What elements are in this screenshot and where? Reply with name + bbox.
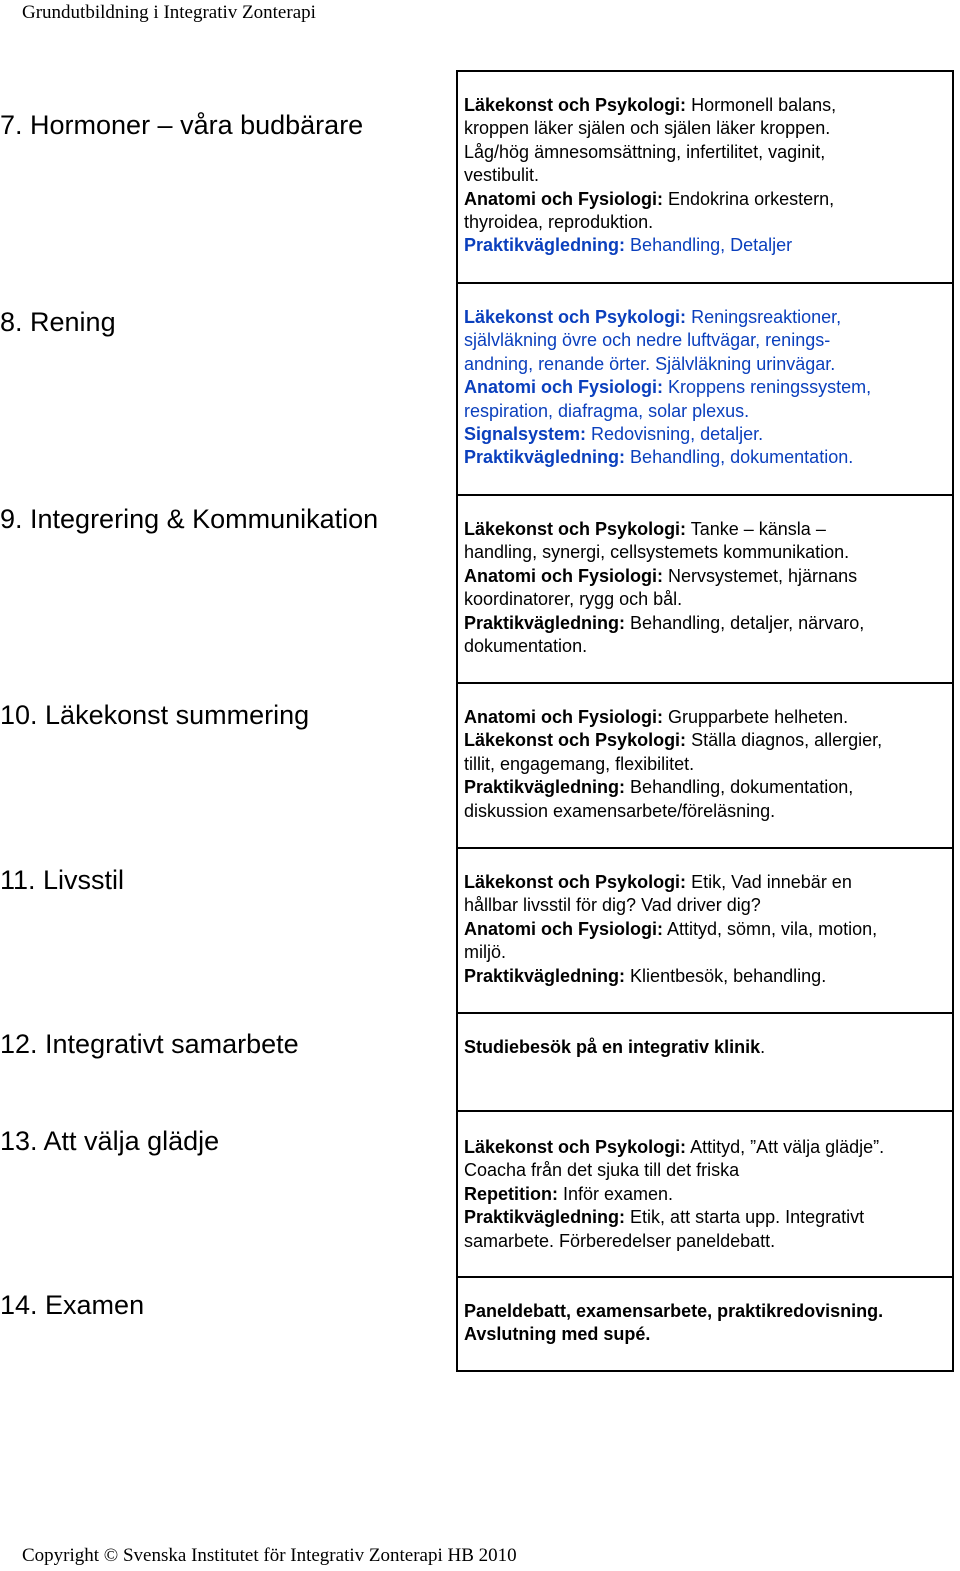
topic-label: Läkekonst och Psykologi: [464, 1137, 687, 1157]
topic-label: Avslutning med supé. [464, 1324, 651, 1345]
description-line [464, 918, 946, 941]
module-description [458, 518, 952, 658]
table-rule [456, 1370, 954, 1372]
module-title: 14. Examen [0, 1290, 145, 1320]
module-title: 8. Rening [0, 307, 116, 337]
module-title: 13. Att välja glädje [0, 1126, 220, 1156]
topic-text: . [760, 1037, 766, 1057]
topic-text: självläkning övre och nedre luftvägar, renings- [464, 330, 831, 351]
topic-text: vestibulit. [464, 165, 540, 186]
topic-label: Paneldebatt, examensarbete, praktikredovisning. [464, 1301, 884, 1321]
topic-text: Behandling, dokumentation. [625, 447, 854, 468]
description-line [464, 141, 946, 164]
description-line [464, 188, 946, 211]
topic-text: andning, renande örter. Självläkning urinvägar. [464, 353, 836, 374]
module-table [456, 70, 954, 1372]
module-title: 11. Livsstil [0, 865, 125, 895]
topic-text: Redovisning, detaljer. [586, 424, 764, 445]
topic-label: Anatomi och Fysiologi: [464, 377, 664, 398]
description-line [464, 1300, 946, 1323]
description-line [464, 588, 946, 611]
table-rule [456, 847, 954, 849]
topic-label: Praktikvägledning: [464, 777, 626, 798]
table-rule [456, 1110, 954, 1112]
topic-text: diskussion examensarbete/föreläsning. [464, 800, 776, 821]
topic-text: Coacha från det sjuka till det friska [464, 1160, 740, 1181]
table-rule [456, 1276, 954, 1278]
topic-label: Praktikvägledning: [464, 1207, 626, 1228]
topic-text: Ställa diagnos, allergier, [686, 730, 883, 751]
table-rule [456, 682, 954, 684]
description-line [464, 94, 946, 117]
topic-text: Hormonell balans, [686, 95, 837, 115]
topic-label: Praktikvägledning: [464, 965, 626, 986]
module-description [458, 306, 952, 470]
table-rule [456, 494, 954, 496]
topic-text: Attityd, ”Att välja glädje”. [686, 1137, 885, 1157]
topic-label: Läkekonst och Psykologi: [464, 95, 687, 115]
description-line [464, 635, 946, 658]
table-rule [456, 70, 954, 72]
description-line [464, 1159, 946, 1182]
description-line [464, 353, 946, 376]
description-line [464, 1323, 946, 1346]
description-line [464, 1136, 946, 1159]
module-title: 7. Hormoner – våra budbärare [0, 110, 364, 140]
topic-label: Anatomi och Fysiologi: [464, 707, 664, 727]
description-line [464, 894, 946, 917]
description-line [464, 965, 946, 988]
topic-label: Anatomi och Fysiologi: [464, 918, 664, 939]
topic-label: Anatomi och Fysiologi: [464, 565, 664, 586]
description-line [464, 729, 946, 752]
module-description [458, 706, 952, 823]
module-title: 10. Läkekonst summering [0, 700, 310, 730]
topic-text: Endokrina orkestern, [663, 188, 835, 209]
description-line [464, 776, 946, 799]
topic-label: Läkekonst och Psykologi: [464, 307, 687, 327]
topic-text: thyroidea, reproduktion. [464, 212, 654, 233]
topic-text: miljö. [464, 942, 507, 963]
topic-label: Anatomi och Fysiologi: [464, 188, 664, 209]
description-line [464, 329, 946, 352]
topic-label: Repetition: [464, 1183, 558, 1204]
description-line [464, 211, 946, 234]
topic-text: Reningsreaktioner, [686, 307, 842, 327]
description-line [464, 117, 946, 140]
topic-text: Behandling, dokumentation, [625, 777, 854, 798]
module-description [458, 1036, 952, 1059]
description-line [464, 612, 946, 635]
module-title: 9. Integrering & Kommunikation [0, 504, 379, 534]
description-line [464, 164, 946, 187]
module-description [458, 1136, 952, 1253]
topic-label: Praktikvägledning: [464, 612, 626, 633]
topic-text: handling, synergi, cellsystemets kommunikation. [464, 542, 850, 563]
module-description [458, 871, 952, 988]
description-line [464, 871, 946, 894]
topic-text: Etik, att starta upp. Integrativt [625, 1207, 865, 1228]
module-title: 12. Integrativt samarbete [0, 1029, 299, 1059]
topic-text: Tanke – känsla – [686, 519, 826, 539]
topic-label: Praktikvägledning: [464, 235, 626, 256]
topic-label: Praktikvägledning: [464, 447, 626, 468]
topic-text: Kroppens reningssystem, [663, 377, 872, 398]
module-description [458, 94, 952, 258]
topic-text: samarbete. Förberedelser paneldebatt. [464, 1230, 776, 1251]
topic-text: Nervsystemet, hjärnans [663, 565, 858, 586]
topic-label: Signalsystem: [464, 424, 587, 445]
topic-text: hållbar livsstil för dig? Vad driver dig? [464, 895, 761, 916]
description-line [464, 753, 946, 776]
topic-label: Studiebesök på en integrativ klinik [464, 1037, 761, 1057]
topic-label: Läkekonst och Psykologi: [464, 519, 687, 539]
topic-text: tillit, engagemang, flexibilitet. [464, 753, 695, 774]
topic-text: Behandling, Detaljer [625, 235, 793, 256]
topic-text: Attityd, sömn, vila, motion, [663, 918, 878, 939]
table-rule [456, 1012, 954, 1014]
description-line [464, 565, 946, 588]
description-line [464, 400, 946, 423]
description-line [464, 446, 946, 469]
description-line [464, 234, 946, 257]
description-line [464, 800, 946, 823]
description-line [464, 306, 946, 329]
topic-text: Klientbesök, behandling. [625, 965, 827, 986]
description-line [464, 941, 946, 964]
description-line [464, 518, 946, 541]
topic-text: Etik, Vad innebär en [686, 872, 852, 892]
page-header: Grundutbildning i Integrativ Zonterapi [22, 2, 316, 23]
topic-text: Grupparbete helheten. [663, 707, 849, 727]
description-line [464, 1206, 946, 1229]
description-line [464, 1230, 946, 1253]
topic-text: Behandling, detaljer, närvaro, [625, 612, 865, 633]
topic-text: kroppen läker själen och själen läker kroppen. [464, 118, 831, 139]
topic-text: koordinatorer, rygg och bål. [464, 589, 683, 610]
page-footer: Copyright © Svenska Institutet för Integrativ Zonterapi HB 2010 [22, 1545, 517, 1566]
description-line [464, 1183, 946, 1206]
description-line [464, 1036, 946, 1059]
topic-text: dokumentation. [464, 636, 588, 657]
topic-text: Inför examen. [558, 1183, 674, 1204]
module-description [458, 1300, 952, 1347]
topic-text: Låg/hög ämnesomsättning, infertilitet, vaginit, [464, 141, 826, 162]
table-rule [456, 282, 954, 284]
topic-label: Läkekonst och Psykologi: [464, 730, 687, 751]
description-line [464, 541, 946, 564]
topic-text: respiration, diafragma, solar plexus. [464, 400, 750, 421]
description-line [464, 706, 946, 729]
description-line [464, 376, 946, 399]
topic-label: Läkekonst och Psykologi: [464, 872, 687, 892]
description-line [464, 423, 946, 446]
